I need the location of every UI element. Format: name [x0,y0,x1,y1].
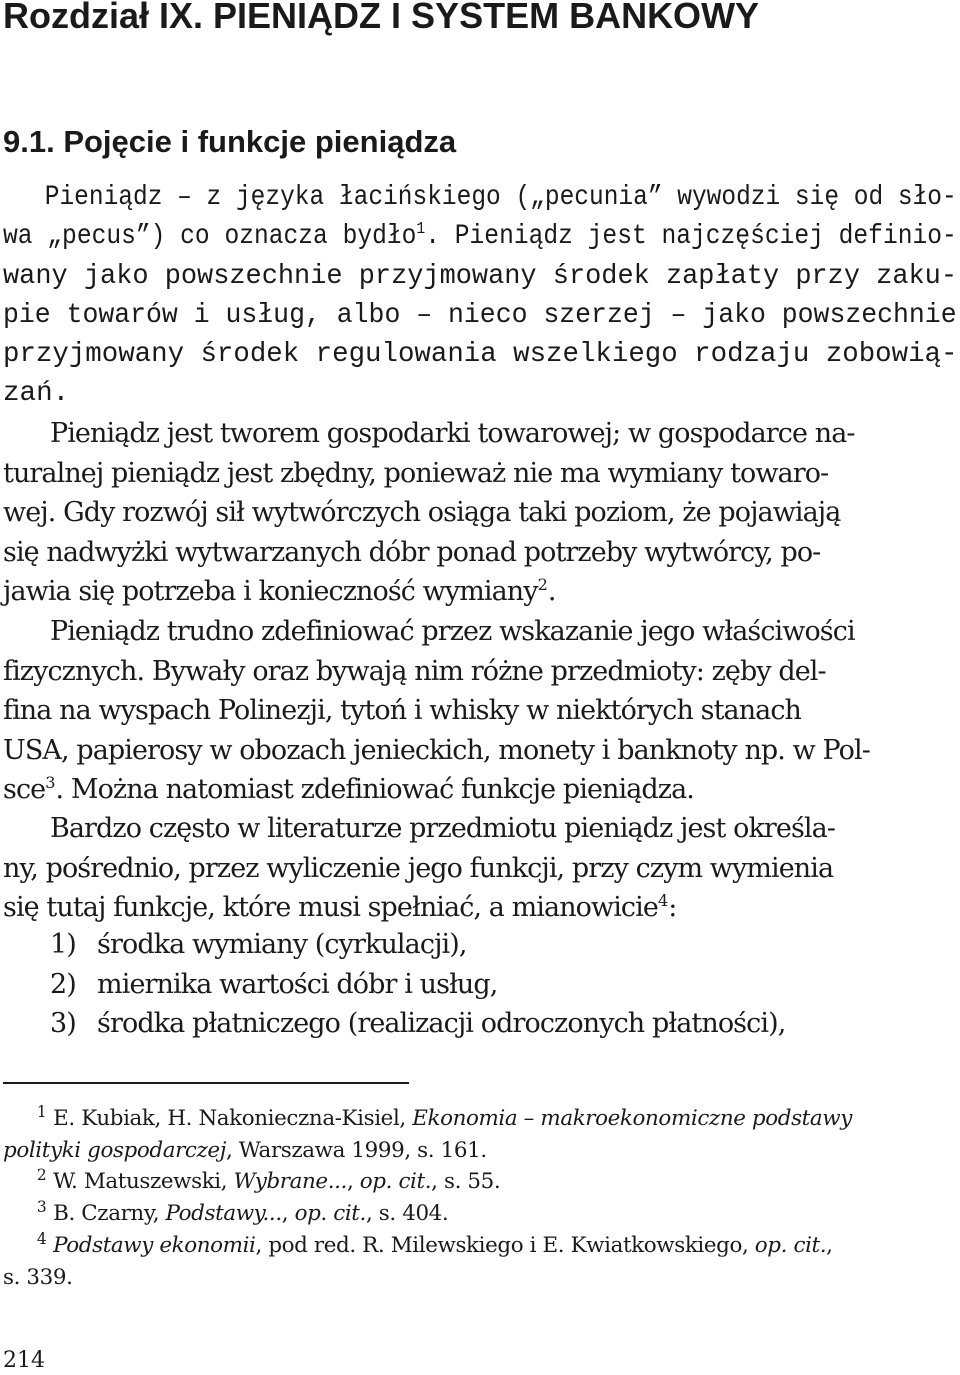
list-number: 2) [50,968,76,1000]
text-line: fina na wyspach Polinezji, tytoń i whisky w niektórych stanach [3,695,802,726]
text-line: sce$^3$. Można natomiast zdefiniować funkcje pieniądza. [3,773,694,805]
footnote-number: 1 [36,1102,47,1121]
text-line: zań. [3,378,70,410]
text-line: przyjmowany środek regulowania wszelkiego rodzaju zobowią- [3,339,958,371]
text-line: wany jako powszechnie przyjmowany środek zapłaty przy zaku- [3,260,958,292]
section-title: 9.1. Pojęcie i funkcje pieniądza [3,124,457,159]
text-line: Pieniądz trudno zdefiniować przez wskazanie jego właściwości [49,616,855,647]
text-line: jawia się potrzeba i konieczność wymiany$^2$. [3,575,556,607]
text-line: ny, pośrednio, przez wyliczenie jego funkcji, przy czym wymienia [3,852,834,884]
text-line: się nadwyżki wytwarzanych dóbr ponad potrzeby wytwórcy, po- [3,536,821,568]
list-item-text: środka płatniczego (realizacji odroczonych płatności), [97,1008,786,1039]
footnote-divider [3,1082,409,1084]
footnote-number: 4 [36,1229,47,1248]
list-item [50,1004,785,1044]
footnote-number: 2 [36,1166,47,1185]
footnote-number: 3 [36,1197,47,1216]
paragraph-commodity-economy [3,414,958,612]
footnote-1-cont: polityki gospodarczej, Warszawa 1999, s. 161. [3,1137,487,1163]
text-line: Pieniądz – z języka łacińskiego („pecunia” wywodzi się od sło- [44,182,957,213]
list-item [50,925,785,965]
page-number: 214 [3,1348,45,1373]
footnote-3: $^3$ B. Czarny, Podstawy..., op. cit., s. 404. [36,1197,449,1227]
text-line: turalnej pieniądz jest zbędny, ponieważ nie ma wymiany towaro- [3,457,829,489]
paragraph-physical-properties [3,612,958,810]
list-number: 1) [50,929,76,960]
footnote-4: $^4$ Podstawy ekonomii, pod red. R. Milewskiego i E. Kwiatkowskiego, op. cit., [36,1229,833,1258]
paragraph-functions-intro [3,809,958,928]
footnote-4-cont: s. 339. [3,1264,73,1290]
footnote-1: $^1$ E. Kubiak, H. Nakonieczna-Kisiel, Ekonomia – makroekonomiczne podstawy [36,1102,852,1131]
footnote-ref: 3 [45,773,56,792]
text-line: Bardzo często w literaturze przedmiotu pieniądz jest określa- [49,813,836,844]
text-line: się tutaj funkcje, które musi spełniać, a mianowicie$^4$: [3,891,677,923]
footnote-ref: 4 [657,891,669,910]
paragraph-definition [3,178,958,414]
list-item-text: środka wymiany (cyrkulacji), [97,929,467,960]
text-line: wa „pecus”) co oznacza bydło$^1$. Pieniądz jest najczęściej definio- [3,219,957,253]
functions-list [50,925,785,1044]
text-line: pie towarów i usług, albo – nieco szerzej – jako powszechnie [3,299,957,331]
footnote-2: $^2$ W. Matuszewski, Wybrane..., op. cit., s. 55. [36,1166,501,1195]
list-number: 3) [50,1008,76,1039]
text-line: Pieniądz jest tworem gospodarki towarowej; w gospodarce na- [49,418,855,449]
text-line: wej. Gdy rozwój sił wytwórczych osiąga taki poziom, że pojawiają [3,497,841,528]
list-item [50,965,785,1005]
text-line: USA, papierosy w obozach jenieckich, monety i banknoty np. w Pol- [3,734,870,766]
text-line: fizycznych. Bywały oraz bywają nim różne przedmioty: zęby del- [3,655,826,687]
footnotes [3,1103,960,1293]
chapter-title: Rozdział IX. PIENIĄDZ I SYSTEM BANKOWY [3,0,760,36]
list-item-text: miernika wartości dóbr i usług, [97,968,498,1000]
footnote-ref: 2 [537,575,548,594]
footnote-ref: 1 [416,219,426,239]
